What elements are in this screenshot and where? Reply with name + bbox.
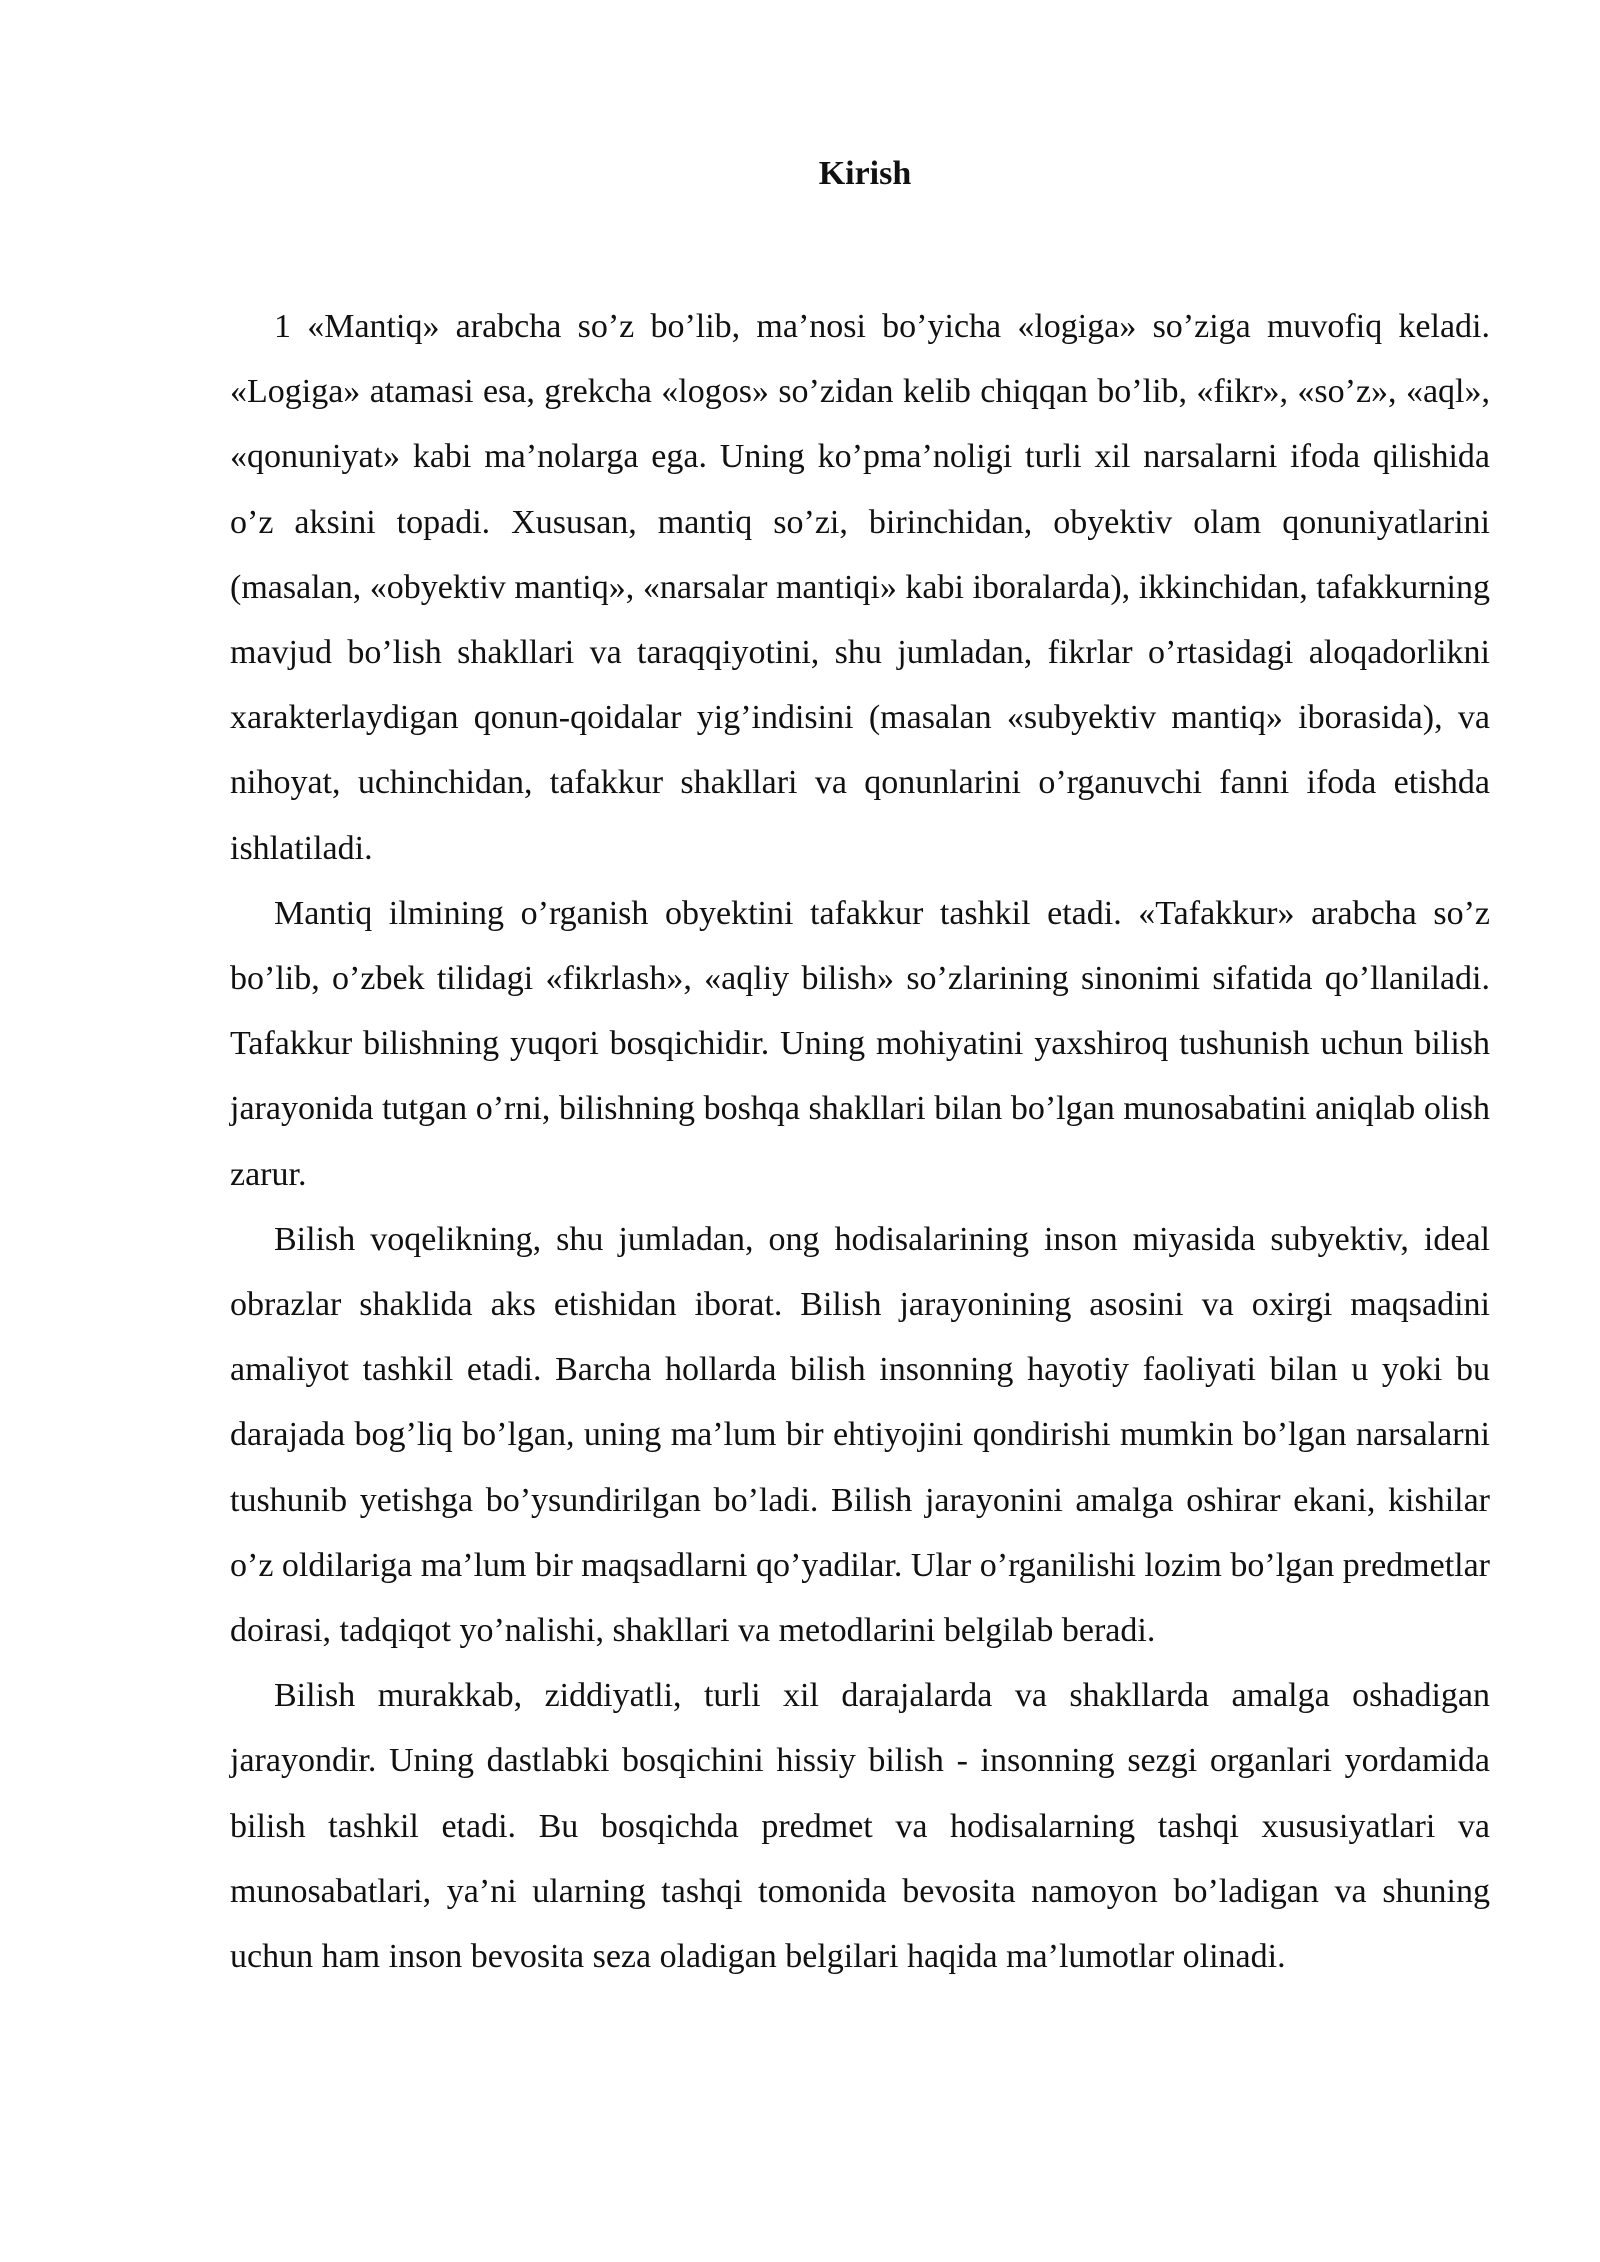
paragraph-3: Bilish voqelikning, shu jumladan, ong hodisalarining inson miyasida subyektiv, ideal obrazlar shaklida aks etishidan iborat. Bilish jarayonining asosini va oxirgi maqsadini amaliyot tashkil etadi. Barcha hollarda bilish insonning hayotiy faoliyati bilan u yoki bu darajada bog’liq bo’lgan, uning ma’lum bir ehtiyojini qondirishi mumkin bo’lgan narsalarni tushunib yetishga bo’ysundirilgan bo’ladi. Bilish jarayonini amalga oshirar ekani, kishilar o’z oldilariga ma’lum bir maqsadlarni qo’yadilar. Ular o’rganilishi lozim bo’lgan predmetlar doirasi, tadqiqot yo’nalishi, shakllari va metodlarini belgilab beradi. [230, 1220, 1490, 1650]
document-body [230, 294, 1490, 1989]
page-title: Kirish [818, 155, 912, 192]
paragraph-4: Bilish murakkab, ziddiyatli, turli xil darajalarda va shakllarda amalga oshadigan jarayondir. Uning dastlabki bosqichini hissiy bilish - insonning sezgi organlari yordamida bilish tashkil etadi. Bu bosqichda predmet va hodisalarning tashqi xususiyatlari va munosabatlari, ya’ni ularning tashqi tomonida bevosita namoyon bo’ladigan va shuning uchun ham inson bevosita seza oladigan belgilari haqida ma’lumotlar olinadi. [230, 1677, 1490, 1976]
paragraph-2: Mantiq ilmining o’rganish obyektini tafakkur tashkil etadi. «Tafakkur» arabcha so’z bo’lib, o’zbek tilidagi «fikrlash», «aqliy bilish» so’zlarining sinonimi sifatida qo’llaniladi. Tafakkur bilishning yuqori bosqichidir. Uning mohiyatini yaxshiroq tushunish uchun bilish jarayonida tutgan o’rni, bilishning boshqa shakllari bilan bo’lgan munosabatini aniqlab olish zarur. [230, 894, 1490, 1193]
paragraph-1: 1 «Mantiq» arabcha so’z bo’lib, ma’nosi bo’yicha «logiga» so’ziga muvofiq keladi. «Logiga» atamasi esa, grekcha «logos» so’zidan kelib chiqqan bo’lib, «fikr», «so’z», «aql», «qonuniyat» kabi ma’nolarga ega. Uning ko’pma’noligi turli xil narsalarni ifoda qilishida o’z aksini topadi. Xususan, mantiq so’zi, birinchidan, obyektiv olam qonuniyatlarini (masalan, «obyektiv mantiq», «narsalar mantiqi» kabi iboralarda), ikkinchidan, tafakkurning mavjud bo’lish shakllari va taraqqiyotini, shu jumladan, fikrlar o’rtasidagi aloqadorlikni xarakterlaydigan qonun-qoidalar yig’indisini (masalan «subyektiv mantiq» iborasida), va nihoyat, uchinchidan, tafakkur shakllari va qonunlarini o’rganuvchi fanni ifoda etishda ishlatiladi. [230, 308, 1490, 867]
